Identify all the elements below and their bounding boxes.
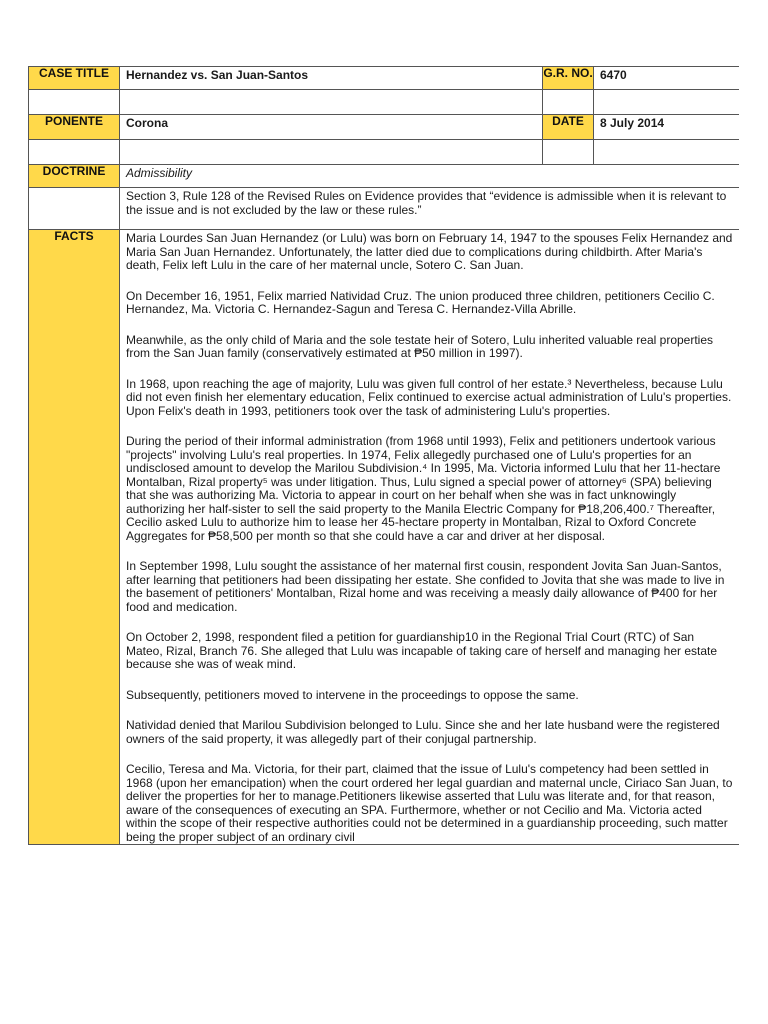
- date-label: DATE: [543, 115, 594, 140]
- facts-paragraph: During the period of their informal administration (from 1968 until 1993), Felix and petitioners undertook various "projects" involving Lulu's real properties. In 1974, Felix allegedly purchased one of Lulu's properties for an undisclosed amount to develop the Marilou Subdivision.⁴ In 1995, Ma. Victoria informed Lulu that her 11-hectare Montalban, Rizal property⁵ was under litigation. Thus, Lulu signed a special power of attorney⁶ (SPA) believing that she was authorizing Ma. Victoria to appear in court on her behalf when she was in fact unknowingly authorizing her half-sister to sell the said property to the Manila Electric Company for ₱18,206,400.⁷ Thereafter, Cecilio asked Lulu to authorize him to lease her 45-hectare property in Montalban, Rizal to Oxford Concrete Aggregates for ₱58,500 per month so that she could have a car and driver at her disposal.: [126, 434, 721, 543]
- facts-body: [120, 230, 740, 845]
- gr-no-label: G.R. NO.: [543, 67, 594, 90]
- blank-cell: [29, 140, 120, 165]
- facts-paragraph: In September 1998, Lulu sought the assistance of her maternal first cousin, respondent Jovita San Juan-Santos, after learning that petitioners had been dissipating her estate. She confided to Jovita that she was made to live in the basement of petitioners' Montalban, Rizal home and was receiving a measly daily allowance of ₱400 for her food and medication.: [126, 559, 725, 614]
- date-value: 8 July 2014: [594, 115, 740, 140]
- facts-paragraph: Cecilio, Teresa and Ma. Victoria, for their part, claimed that the issue of Lulu's competency had been settled in 1968 (upon her emancipation) when the court ordered her legal guardian and maternal uncle, Ciriaco San Juan, to deliver the properties for her to manage.Petitioners likewise asserted that Lulu was literate and, for that reason, aware of the consequences of executing an SPA. Furthermore, whether or not Cecilio and Ma. Victoria acted within the scope of their respective authorities could not be determined in a guardianship proceeding, such matter being the proper subject of an ordinary civil: [126, 762, 733, 844]
- blank-cell: [120, 90, 543, 115]
- facts-paragraph: On October 2, 1998, respondent filed a petition for guardianship10 in the Regional Trial Court (RTC) of San Mateo, Rizal, Branch 76. She alleged that Lulu was incapable of taking care of herself and managing her estate because she was of weak mind.: [126, 630, 718, 671]
- blank-cell: [543, 140, 594, 165]
- facts-paragraph: Natividad denied that Marilou Subdivision belonged to Lulu. Since she and her late husband were the registered owners of the said property, it was allegedly part of their conjugal partnership.: [126, 718, 720, 746]
- ponente-value: Corona: [120, 115, 543, 140]
- case-title-label: CASE TITLE: [29, 67, 120, 90]
- doctrine-value: Admissibility: [120, 165, 740, 188]
- blank-cell: [543, 90, 594, 115]
- blank-cell: [29, 90, 120, 115]
- blank-cell: [29, 188, 120, 230]
- doctrine-rule-text: Section 3, Rule 128 of the Revised Rules on Evidence provides that “evidence is admissible when it is relevant to the issue and is not excluded by the law or these rules.”: [120, 188, 740, 230]
- facts-paragraph: Maria Lourdes San Juan Hernandez (or Lulu) was born on February 14, 1947 to the spouses Felix Hernandez and Maria San Juan Hernandez. Unfortunately, the latter died due to complications during childbirth. After Maria's death, Felix left Lulu in the care of her maternal uncle, Sotero C. San Juan.: [126, 231, 733, 272]
- blank-cell: [594, 140, 740, 165]
- ponente-label: PONENTE: [29, 115, 120, 140]
- gr-no-value: 6470: [594, 67, 740, 90]
- facts-paragraph: In 1968, upon reaching the age of majority, Lulu was given full control of her estate.³ Nevertheless, because Lulu did not even finish her elementary education, Felix continued to exercise actual administration of Lulu's properties. Upon Felix's death in 1993, petitioners took over the task of administering Lulu's properties.: [126, 376, 732, 418]
- blank-cell: [120, 140, 543, 165]
- facts-paragraph: Meanwhile, as the only child of Maria and the sole testate heir of Sotero, Lulu inherited valuable real properties from the San Juan family (conservatively estimated at ₱50 million in 1997).: [126, 332, 714, 360]
- case-digest-table: [28, 66, 739, 845]
- facts-label: FACTS: [29, 230, 120, 845]
- doctrine-label: DOCTRINE: [29, 165, 120, 188]
- facts-paragraph: Subsequently, petitioners moved to intervene in the proceedings to oppose the same.: [126, 687, 579, 702]
- case-digest: [28, 66, 739, 964]
- facts-paragraph: On December 16, 1951, Felix married Natividad Cruz. The union produced three children, petitioners Cecilio C. Hernandez, Ma. Victoria C. Hernandez-Sagun and Teresa C. Hernandez-Villa Abrille.: [126, 288, 715, 316]
- blank-cell: [594, 90, 740, 115]
- case-title-value: Hernandez vs. San Juan-Santos: [120, 67, 543, 90]
